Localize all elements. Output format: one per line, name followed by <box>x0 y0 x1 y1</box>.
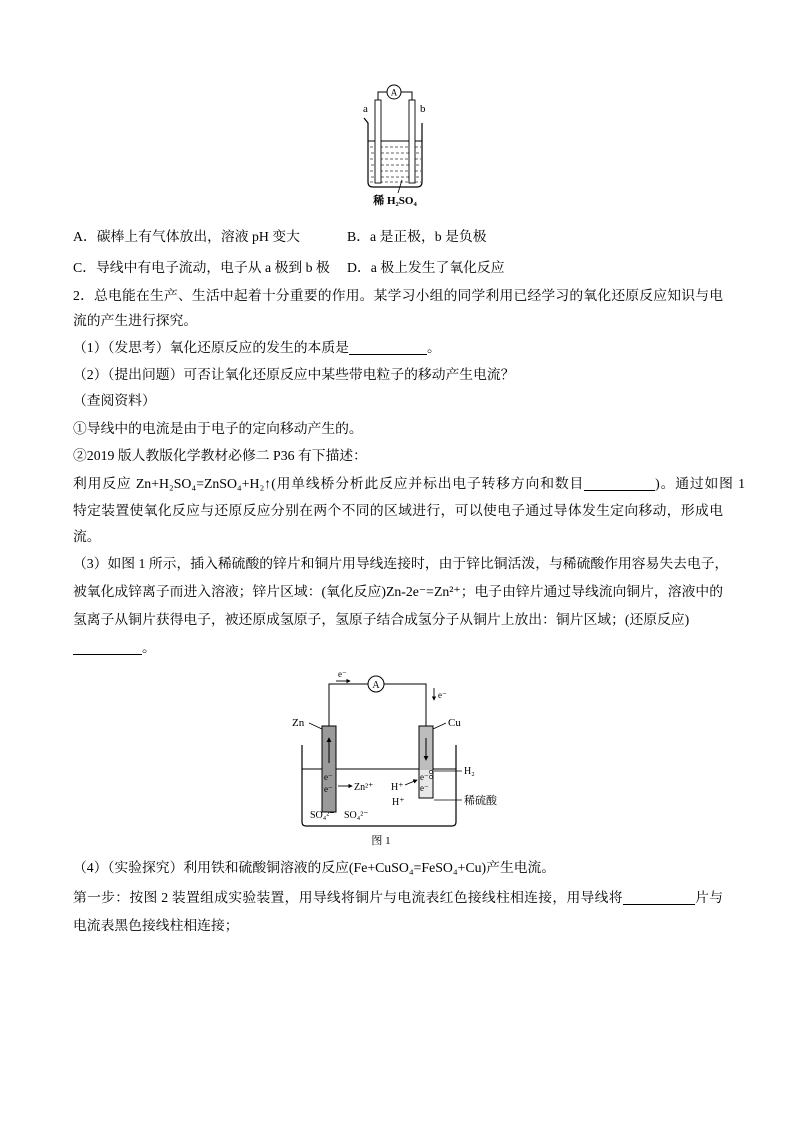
reference-heading: （查阅资料） <box>73 393 156 408</box>
reference-item-2: ②2019 版人教版化学教材必修二 P36 有下描述： <box>73 448 367 463</box>
question-2-part-3-blank-line <box>73 638 156 658</box>
ammeter-label: A <box>390 87 398 98</box>
option-b: B．a 是正极，b 是负极 <box>347 229 487 244</box>
option-a: A．碳棒上有气体放出，溶液 pH 变大 <box>73 229 300 244</box>
answer-blank <box>584 475 655 491</box>
gas-bubble <box>429 770 432 773</box>
step-1-text-end: 片与 <box>694 890 724 905</box>
solution-label: 稀 H₂SO₄ <box>373 195 417 207</box>
electron-label: e⁻ <box>324 772 333 782</box>
reference-description-line: 特定装置使氧化反应与还原反应分别在两个不同的区域进行，可以使电子通过导体发生定向移动，形成电 <box>73 503 723 518</box>
ammeter <box>368 676 384 692</box>
solution-label: 稀硫酸 <box>464 795 497 807</box>
reference-description-line: 流。 <box>73 529 101 544</box>
galvanic-cell-figure <box>288 668 504 850</box>
electron-label: e⁻ <box>438 690 447 700</box>
part-1-text: （1）（发思考）氧化还原反应的发生的本质是 <box>73 340 349 355</box>
question-2-intro-line: 流的产生进行探究。 <box>73 313 198 328</box>
zinc-label-leader <box>309 723 322 729</box>
answer-blank <box>349 339 427 355</box>
electrode-a <box>375 100 381 183</box>
copper-label: Cu <box>448 717 461 729</box>
question-2-part-3-line: （3）如图 1 所示，插入稀硫酸的锌片和铜片用导线连接时，由于锌比铜活泼，与稀硫酸作用容易失去电子， <box>73 556 729 571</box>
gas-bubble <box>429 775 432 778</box>
ammeter-label: A <box>372 680 380 691</box>
part-4-step-1-line: 电流表黑色接线柱相连接； <box>73 918 239 933</box>
sulfate-ion-label: SO₄²⁻ <box>310 810 335 821</box>
beaker-figure <box>356 82 436 210</box>
option-d: D．a 极上发生了氧化反应 <box>347 260 505 275</box>
question-2-part-2: （2）（提出问题）可否让氧化还原反应中某些带电粒子的移动产生电流？ <box>73 367 515 382</box>
part-3-text-end: 。 <box>142 640 156 655</box>
answer-blank <box>623 889 695 905</box>
electron-label: e⁻ <box>420 783 429 793</box>
reference-description-line <box>73 474 745 494</box>
reference-description-text: 利用反应 Zn+H₂SO₄=ZnSO₄+H₂↑(用单线桥分析此反应并标出电子转移方向和数目 <box>73 476 585 491</box>
question-2-part-4: （4）（实验探究）利用铁和硫酸铜溶液的反应(Fe+CuSO₄=FeSO₄+Cu)产生电流。 <box>73 860 556 875</box>
electron-label: e⁻ <box>324 784 333 794</box>
electrode-b-label: b <box>420 103 426 115</box>
question-2-part-1 <box>73 338 441 358</box>
question-2-part-3-line: 被氧化成锌离子而进入溶液；锌片区域：(氧化反应)Zn-2e⁻=Zn²⁺；电子由锌片通过导线流向铜片，溶液中的 <box>73 584 723 599</box>
part-4-step-1-line <box>73 888 723 908</box>
electron-label: e⁻ <box>338 669 347 679</box>
figure-caption: 图 1 <box>371 835 391 847</box>
hydrogen-ion-arrow <box>405 780 417 785</box>
question-2-part-3-line: 氢离子从铜片获得电子，被还原成氢原子，氢原子结合成氢分子从铜片上放出：铜片区域；(还原反应) <box>73 612 690 627</box>
question-2-intro-line: 2．总电能在生产、生活中起着十分重要的作用。某学习小组的同学利用已经学习的氧化还原反应知识与电 <box>73 288 723 303</box>
zinc-label: Zn <box>292 717 305 729</box>
step-1-text: 第一步：按图 2 装置组成实验装置，用导线将铜片与电流表红色接线柱相连接，用导线将 <box>73 890 623 905</box>
hydrogen-ion-label: H⁺ <box>392 797 405 808</box>
hydrogen-ion-label: H⁺ <box>391 782 404 793</box>
ammeter <box>387 85 401 99</box>
hydrogen-gas-label: H₂ <box>464 766 475 777</box>
option-c: C．导线中有电子流动，电子从 a 极到 b 极 <box>73 260 330 275</box>
zinc-ion-label: Zn²⁺ <box>354 782 374 793</box>
reference-item-1: ①导线中的电流是由于电子的定向移动产生的。 <box>73 421 363 436</box>
electrode-b <box>409 100 415 183</box>
copper-label-leader <box>433 723 446 729</box>
reference-description-text-end: )。通过如图 1 <box>655 476 745 491</box>
sulfate-ion-label: SO₄²⁻ <box>344 810 369 821</box>
electron-label: e⁻ <box>420 772 429 782</box>
electrode-a-label: a <box>363 103 368 115</box>
answer-blank <box>73 639 142 655</box>
part-1-text-end: 。 <box>426 340 441 355</box>
